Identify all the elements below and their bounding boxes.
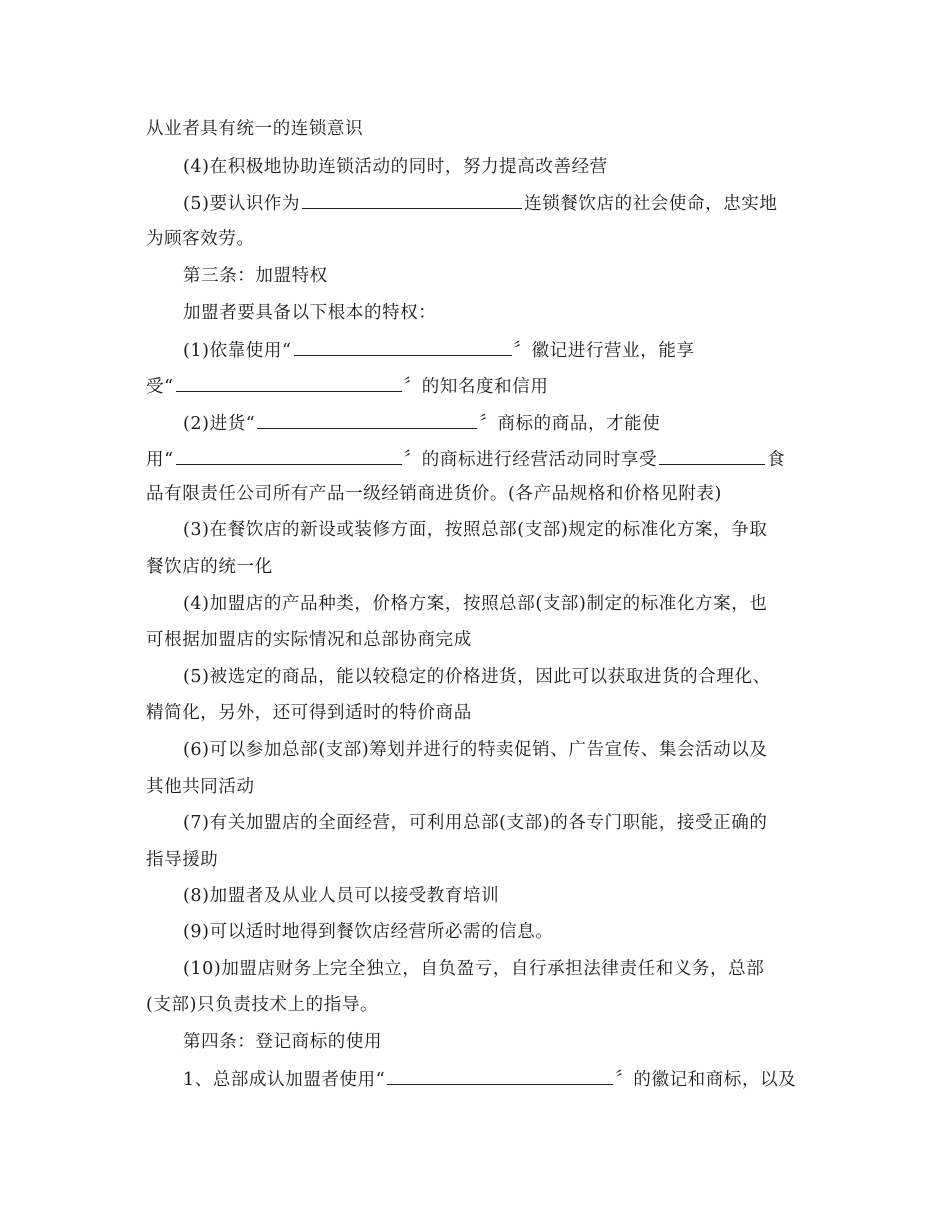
text-line: 可根据加盟店的实际情况和总部协商完成 [146, 630, 472, 650]
section-heading: 第三条：加盟特权 [183, 266, 328, 286]
text-line: 为顾客效劳。 [146, 229, 255, 249]
text-segment: (1)依靠使用“ [183, 341, 292, 361]
text-line [183, 1067, 796, 1092]
text-line: 从业者具有统一的连锁意识 [146, 119, 364, 139]
fill-blank [176, 374, 402, 392]
text-line [146, 447, 785, 472]
text-line: (4)加盟店的产品种类，价格方案，按照总部(支部)制定的标准化方案，也 [183, 594, 768, 614]
text-line: 品有限责任公司所有产品一级经销商进货价。(各产品规格和价格见附表) [146, 484, 722, 504]
fill-blank [302, 191, 522, 209]
text-line: (支部)只负责技术上的指导。 [146, 995, 379, 1015]
text-line: (9)可以适时地得到餐饮店经营所必需的信息。 [183, 922, 554, 942]
text-line [183, 411, 660, 436]
text-segment: 〞商标的商品，才能使 [479, 414, 661, 434]
fill-blank [387, 1067, 613, 1085]
text-segment: 〞徽记进行营业，能享 [513, 341, 695, 361]
text-line: (6)可以参加总部(支部)筹划并进行的特卖促销、广告宣传、集会活动以及 [183, 740, 768, 760]
text-line: 餐饮店的统一化 [146, 557, 273, 577]
fill-blank [659, 447, 765, 465]
text-line: 其他共同活动 [146, 777, 255, 797]
fill-blank [257, 411, 477, 429]
text-segment: 连锁餐饮店的社会使命，忠实地 [524, 194, 778, 214]
text-line: (4)在积极地协助连锁活动的同时，努力提高改善经营 [183, 157, 608, 177]
text-segment: 〞的知名度和信用 [403, 377, 549, 397]
text-segment: 〞的商标进行经营活动同时享受 [403, 450, 658, 470]
text-line: (5)被选定的商品，能以较稳定的价格进货，因此可以获取进货的合理化、 [183, 667, 771, 687]
text-line: (10)加盟店财务上完全独立，自负盈亏，自行承担法律责任和义务，总部 [183, 959, 765, 979]
text-segment: 1、总部成认加盟者使用“ [183, 1070, 386, 1090]
text-line [146, 374, 548, 399]
text-segment: 〞的徽记和商标，以及 [615, 1070, 797, 1090]
text-line [183, 191, 778, 216]
text-segment: (5)要认识作为 [183, 194, 301, 214]
fill-blank [294, 338, 512, 356]
text-line: (7)有关加盟店的全面经营，可利用总部(支部)的各专门职能，接受正确的 [183, 813, 768, 833]
text-line: 精简化，另外，还可得到适时的特价商品 [146, 703, 472, 723]
section-heading: 第四条：登记商标的使用 [183, 1032, 383, 1052]
text-line: (3)在餐饮店的新设或装修方面，按照总部(支部)规定的标准化方案，争取 [183, 520, 768, 540]
text-segment: (2)进货“ [183, 414, 256, 434]
text-segment: 食 [767, 450, 786, 470]
text-segment: 受“ [146, 377, 174, 397]
text-segment: 用“ [146, 450, 174, 470]
text-line: 指导援助 [146, 850, 219, 870]
fill-blank [176, 447, 402, 465]
text-line: (8)加盟者及从业人员可以接受教育培训 [183, 886, 500, 906]
text-line: 加盟者要具备以下根本的特权： [183, 303, 437, 323]
text-line [183, 338, 695, 363]
